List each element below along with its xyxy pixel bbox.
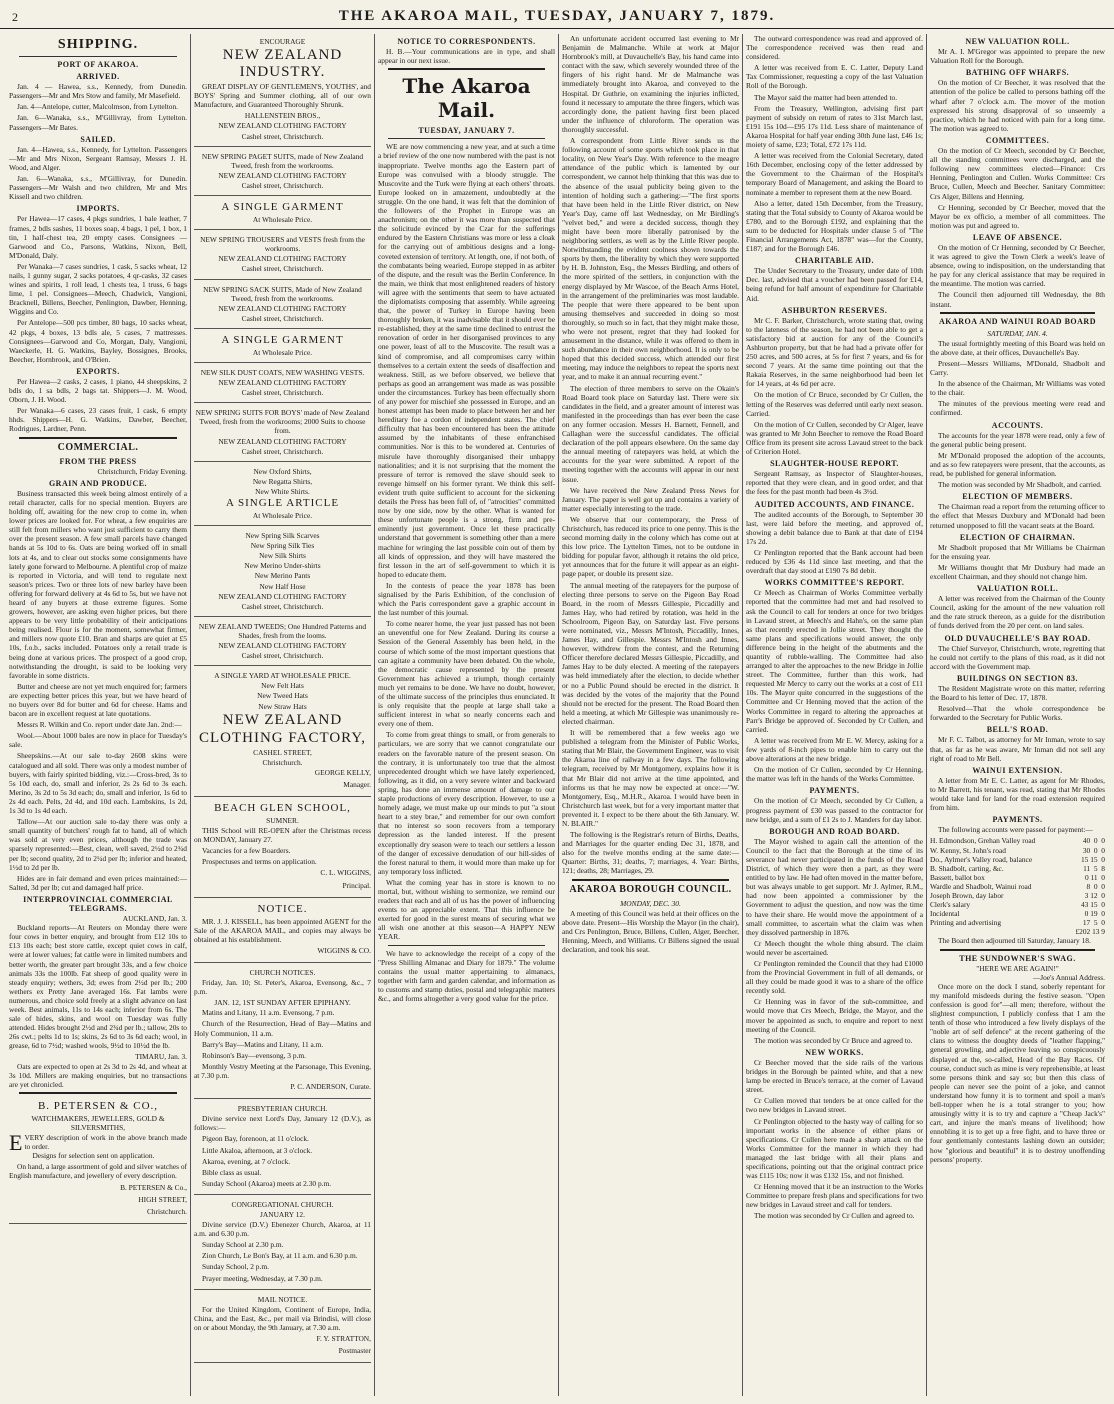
new-works-text: Cr Henning moved that it be an instruction to the Works Committee to prepare fresh plans and specifications for two new bridges in Lavaud street and call for tenders. — [746, 1182, 923, 1210]
divider — [940, 949, 1095, 951]
mail-notice — [194, 1292, 371, 1364]
payment-row — [930, 873, 1105, 882]
church-sign: P. C. ANDERSON, Curate. — [290, 1082, 371, 1092]
intercolonial-paragraph: Buckland reports—At Reuters on Monday there were four cows in better enquiry, and brought from £12 10s to £13 10s each; best store cattle, except quiet cows in calf, were at lower values; fat cattle were in limited numbers and better worth, the greater part brought 33s, and a few choice animals 33s the 100lb. Fat sheep of good quality were in steady enquiry; wethers, 3d; ewes from 2½d per lb.; 200 wethers ex Pretty Jane averaged 16s. Fat lambs were numerous, and choice sold freely at a slight advance on last week. Best animals, 11s to 14s each; inferior from 6s. The sale of hides, skins, and wool on Tuesday was fully attended. Hides brought 2½d and 2¾d per lb.; tallow, 20s to 26s cwt.; pelts 1d to 1s; skins, 2s 6d to 3s 6d each; wool, in grease, 6d to 7½d; washed wools, 9½d to 10½d the lb. — [9, 923, 187, 1051]
payment-row — [930, 918, 1105, 927]
scarves-ad — [194, 528, 371, 617]
commercial-paragraph: Sheepskins.—At our sale to-day 2608 skins were catalogued and all sold. There was only a modest number of buyers, with fairly spirited bidding, viz.:—Cross-bred, 3s to 5s 10d each, do, small and inferior, 2s 2s 6d to 3s each. Merino, 3s 2d to 5s 3d each; do, small and inferior, 1s 6d to 2s 4d each. Pelts, 2d 4d, and 10d each. Lambskins, 1s 2d, 1s 3d to 1s 4d each. — [9, 751, 187, 816]
cong-text: Zion Church, Le Bon's Bay, at 11 a.m. and 6.30 p.m. — [202, 1251, 358, 1261]
leave-text: The Council then adjourned till Wednesday, the 8th instant. — [930, 290, 1105, 309]
payments-text: On the motion of Cr Meech, seconded by Cr Cullen, a progress payment of £30 was passed to the contractor for new bridge, and a sum of £1 2s to J. Manders for day labor. — [746, 796, 923, 824]
payment-name: H. Edmondson, Grehan Valley road — [930, 836, 1036, 846]
payment-row — [930, 882, 1105, 891]
payment-amount: 30 0 0 — [1082, 845, 1105, 855]
presb-text: Akaroa, evening, at 7 o'clock. — [202, 1156, 291, 1166]
ad-address: Christchurch. — [262, 757, 303, 767]
clothing-ad — [194, 405, 371, 461]
ad-title: NEW ZEALAND — [222, 711, 343, 728]
old-bay-heading: OLD DUVAUCHELLE'S BAY ROAD. — [944, 633, 1091, 643]
church-text: Barry's Bay—Matins and Litany, 11 a.m. — [202, 1039, 324, 1049]
works-text: On the motion of Cr Cullen, seconded by Cr Henning, the matter was left in the hands of the Works Committee. — [746, 765, 923, 784]
presb-text: Sunday School (Akaroa) meets at 2.30 p.m. — [202, 1178, 332, 1188]
masthead-title: THE AKAROA MAIL, TUESDAY, JANUARY 7, 1879. — [0, 8, 1114, 29]
borough-road-text: Cr Henning was in favor of the sub-committee, and would move that Crs Meech, Bridge, the Mayor, and the mover be appointed as such, to enquire and report to next meeting of the Council. — [746, 997, 923, 1034]
clothing-ad — [194, 331, 371, 363]
ashburton-text: On the motion of Cr Bruce, seconded by Cr Cullen, the letting of the Reserves was deferred until early next season. Carried. — [746, 390, 923, 418]
adjourned-text: The Board then adjourned till Saturday, January 18. — [938, 936, 1091, 946]
imports-label: IMPORTS. — [76, 204, 120, 214]
ad-factory: NEW ZEALAND CLOTHING FACTORY — [218, 254, 347, 264]
swag-motto-source: —Joe's Annual Address. — [1032, 972, 1105, 982]
payment-name: W. Kenny, St. John's road — [930, 845, 1006, 855]
new-works-text: Cr Beecher moved that the side rails of the various bridges in the Borough be painted white, and that a new lamp be erected in Bruce's terrace, at the corner of Lavaud street. — [746, 1057, 923, 1095]
ad-headline: NEW SPRING PAGET SUITS, made of New Zealand Tweed, fresh from the workrooms. — [201, 151, 364, 170]
presbyterian-notice — [194, 1101, 371, 1195]
members-heading: ELECTION OF MEMBERS. — [962, 492, 1073, 502]
school-sign: Principal. — [342, 880, 371, 890]
school-ad — [194, 799, 371, 898]
ad-sub: At Wholesale Price. — [252, 347, 313, 357]
ad-item: New Silk Shirts — [259, 551, 306, 561]
committees-heading: COMMITTEES. — [985, 135, 1050, 145]
buildings-text: The Resident Magistrate wrote on this matter, referring the Board to his letter of Dec. 17, 1878. — [930, 684, 1105, 703]
ad-firm: HALLENSTEIN BROS., — [244, 111, 321, 121]
works-heading: WORKS COMMITTEE'S REPORT. — [764, 578, 905, 588]
sailed-entry: Jan. 4—Hawea, s.s., Kennedy, for Lyttelton. Passengers—Mr and Mrs Nixon, Sergeant Ramsay, Messrs J. H. Wood, and Alger. — [9, 144, 187, 172]
cong-date: JANUARY 12. — [260, 1209, 305, 1219]
presb-heading: PRESBYTERIAN CHURCH. — [237, 1104, 328, 1114]
swag-text: Once more on the dock I stand, soberly repentant for my manifold misdeeds during the festive season. "Open confession is good for"—all men; therefore, without the slightest compunction, I publicly confess that I am the tenth of those who introduced a few lively displays of the "noble art of self defence" at the recent gathering of the clans to witness the doughty deeds of "leather flapping," general growling, and adjective leaving so conspicuously displayed at the, so-called, Head of the Bay Races. Of course, conduct such as mine is very reprehensible, at least some persons think and say so; but then this class of people can never see the point of a joke, and cannot understand how funny it is to torment and spoil a man's bell-topper when he is a total stranger to you; how amusingly witty it is to try and capture a "Cheap Jack's" cart, and injure the man's means of livelihood; how ennobling it is to get up a free fight, and to have three or four gentlemanly contestants lashing down an outsider; how "glorious and beautiful" it is to destroy unoffending persons' property. — [930, 981, 1105, 1164]
council-date: MONDAY, DEC. 30. — [620, 898, 681, 908]
ad-address: Cashel street, Christchurch. — [241, 601, 324, 611]
cong-text: Sunday School at 2.30 p.m. — [202, 1240, 284, 1250]
wainui-text: Present—Messrs Williams, M'Donald, Shadbolt and Carry. — [930, 359, 1105, 378]
accounts-text: Mr M'Donald proposed the adoption of the accounts, and as so few ratepayers were present, that the accounts, as read, be published for general information. — [930, 450, 1105, 479]
council-paragraph: Also a letter, dated 15th December, from the Treasury, stating that the Total subsidy to County of Akaroa would be £780, and to the Borough £192, and explaining that the sum to be deducted for Hospitals under clause 5 of "The Financial Arrangements Act, 1878" was—for the County, £187; and for the Borough £46. — [746, 198, 923, 254]
almanac-paragraph: We have to acknowledge the receipt of a copy of the "Press Shilling Almanac and Diary for 1879." The volume contains the usual matter appertaining to almanacs, together with farm and garden calendar, and information as to customs and stamp duties, postal and telegraphic matters &c., and forms altogether a very good value for the price. — [378, 948, 555, 1003]
intercolonial-dateline: AUCKLAND, Jan. 3. — [122, 914, 187, 924]
notice-ad — [194, 900, 371, 963]
accounts-text: The accounts for the year 1878 were read, only a few of the general public being present. — [930, 430, 1105, 449]
nzi-advertisement — [194, 34, 371, 147]
new-works-text: Cr Penlington objected to the hasty way of calling for so important works in the absence of either plans or specifications. Cr Cullen here made a sharp attack on the Works Committee for the manner in which they had managed the last bridge with all their plans and specifications, pointing out that the original contract price was £115 10s; now it was £132 15s, and not finished. — [746, 1116, 923, 1181]
church-text: Matins and Litany, 11 a.m. Evensong, 7 p.m. — [202, 1008, 335, 1018]
ad-headline: A SINGLE YARD AT WHOLESALE PRICE. — [214, 671, 351, 681]
school-place: SUMNER. — [266, 815, 299, 825]
ad-address: Cashel street, Christchurch. — [241, 264, 324, 274]
audited-text: The audited accounts of the Borough, to September 30 last, were laid before the meeting, and approved of, showing a debit balance due to Bank at that date of £194 17s 2d. — [746, 509, 923, 546]
committees-text: On the motion of Cr Meech, seconded by Cr Beecher, all the standing committees were discharged, and the following new committees elected—Finance: Crs Henning, Penlington and Cullen. Works Committee: Crs Bruce, Cullen, Meech and Beecher. Sanitary Committee: Crs Alger, Billens and Henning. — [930, 146, 1105, 201]
ad-item: New Oxford Shirts, — [253, 466, 312, 476]
peterson-address: Christchurch. — [146, 1206, 187, 1216]
church-text: Church of the Resurrection, Head of Bay—Matins and Holy Communion, 11 a.m. — [194, 1019, 371, 1038]
arrived-entry: Jan. 4—Antelope, cutter, Malcolmson, from Lyttelton. — [17, 102, 179, 112]
payment-name: Do., Aylmer's Valley road, balance — [930, 854, 1033, 864]
works-text: A letter was received from Mr E. W. Mercy, asking for a few yards of 8-inch pipes to enable him to carry out the above alterations at the new bridge. — [746, 735, 923, 764]
payment-row — [930, 891, 1105, 900]
bathing-text: On the motion of Cr Beecher, it was resolved that the attention of the police be called to persons bathing off the wharf after 7 o'clock a.m. The mover of the motion expressed his strong disapproval of so unseemly a practice, which he had noticed with pain for a long time. The motion was agreed to. — [930, 78, 1105, 133]
cong-text: Prayer meeting, Wednesday, at 7.30 p.m. — [202, 1273, 323, 1283]
ad-address: Cashel street, Christchurch. — [241, 651, 324, 661]
ad-item: New Half Hose — [259, 581, 306, 591]
commercial-paragraph: Butter and cheese are not yet much enquired for; farmers are expecting better prices this year, but we have heard of no buyers over 8d for butter and 6d for cheese. Hams and bacon are in excellent request at late quotations. — [9, 681, 187, 719]
clothing-ad — [194, 282, 371, 329]
editorial-paragraph: To come from great things to small, or from generals to particulars, we are sorry that we cannot congratulate our readers on the favorable nature of the present season. On the contrary, it is unfortunately too true that the almost unprecedented drought which we have lately experienced, following, as it did, on a very severe winter and backward spring, has done an immense amount of damage to our staple productions of every description. However, to use a homely adage, we must make up our minds to put "a stout heart to a stey brae," and remember for our own comfort that no interest so soon recovers from a temporary depression as the landed interest. If the present exceptionally dry season were to teach our settlers a lesson of the danger of excessive denudation of our hill-sides of the forest natural to them, it would more than make up for any temporary loss inflicted. — [378, 730, 555, 876]
divider — [19, 56, 177, 57]
ad-headline: NEW SILK DUST COATS, NEW WASHING VESTS. — [200, 367, 365, 377]
peterson-text: VERY description of work in the above branch made to order. — [24, 1133, 187, 1152]
exports-entry: Per Hawea—2 casks, 2 cases, 1 piano, 44 sheepskins, 2 bdls do, 1 sa bdls, 2 bags tat. Shippers—J. M. Wood, Oborn, J. H. Wood. — [9, 377, 187, 405]
leave-text: On the motion of Cr Henning, seconded by Cr Beecher, it was agreed to give the Town Clerk a week's leave of absence, owing to indisposition, on the understanding that he pay for any clerical assistance that may be required in the meantime. The motion was carried. — [930, 242, 1105, 289]
church-heading: CHURCH NOTICES. — [249, 968, 316, 977]
ad-factory: NEW ZEALAND CLOTHING FACTORY — [218, 121, 347, 131]
payment-name: Bassett, ballot box — [930, 872, 985, 882]
news-paragraph: It will be remembered that a few weeks ago we published a telegram from the Minister of Public Works, stating that Mr Blair, the Government Engineer, was to visit the Akaroa line of railway in a few days. The following telegram, received by Mr Montgomery, explains how it is that Mr Blair did not arrive at the time appointed, and informs us that he may now be expected at once:—"W. Montgomery, Esq., M.H.R., Akaroa. I would have been in Christchurch last week, but for a very important matter that prevented it. I expect to be there about the 6th January. W. N. BLAIR." — [562, 728, 739, 828]
payments-total: £202 13 9 — [1075, 927, 1105, 937]
editorial-paragraph: WE are now commencing a new year, and at such a time a brief review of the one now numbered with the past is not inappropriate. Twelve months ago the Eastern part of Europe was convulsed with a bloody struggle. The Muscovite and the Turk were flying at each others' throats. Europe looked on in amazement, undoubtedly at the struggle. On the one hand, it was felt that the dominion of the followers of the Prophet in Europe was an anachronism; on the other it was more than suspected that the solicitude evinced by the Czar for the sufferings endured by the Eastern Christians was more or less a cloak for the carrying out of ambitious designs and a long-coveted extension of territory. At length, one, if not both, of the combatants being wearied, Europe stepped in as arbiter of the dispute, and the result was the Berlin Conference. In the main, we think that most enlightened readers of history will agree with the sentiments that seem to have actuated the diplomatists composing that assembly. While agreeing that, the power of Turkey in Europe having been thoroughly broken, it was inadvisable that it should ever be re-established, they at the same time declined to entrust the renovation of order in her disorganised provinces to any one power, least of all to the Muscovite. The result was a kind of compromise, and all compromises carry within themselves to a certain extent the seeds of disaffection and weakness. Still, as we before observed, we believe that perhaps as good an arrangement was made as was possible under the circumstances. Turkey has been effectually shorn of any power for mischief she possessed in Europe, and an honest attempt has been made to place between her and her hereditary foe a cordon of independent states. The chief difficulty that has been encountered has been the attitude assumed by the inhabitants of these enfranchised communities. Nor is this to be wondered at. Centuries of misrule have thoroughly disorganised their unhappy nationalities; and it is not surprising that the moment the pressure of terror is removed the slave should seek to revenge himself on his former tyrant. We think this self-evident truth quite sufficient to account for the sickening details the Press has been full of, of "atrocities" committed now by one side, now by the other. What is wanted for these unfortunate people is a strong, firm and pre-eminently just government. Once let these practically understand that government is something other than a mere machine for wringing the last possible coin out of them by all kinds of oppression, and they will have mastered the first lesson in the art of self-government to which it is hoped to educate them. — [378, 142, 555, 579]
valuation-roll-heading: VALUATION ROLL. — [976, 584, 1059, 594]
imports-entry: Per Wanaka—7 cases sundries, 1 cask, 5 sacks wheat, 12 nails, 1 gunny sugar, 2 sacks potatoes, 4 qr-casks, 32 cases wines and spirits, 1 roll lead, 1 chests tea, 1 truss, 6 bags lime, 1 pel. Consignees—Meech, Chadwick, Vangioni, Bracknell, Billens, Beecher, Penlington, Dawber, Henning, Wiggins and Co. — [9, 261, 187, 317]
cong-text: Sunday School, 2 p.m. — [202, 1262, 269, 1272]
mail-heading: MAIL NOTICE. — [257, 1294, 308, 1304]
payment-row — [930, 909, 1105, 918]
newspaper-columns — [6, 34, 1108, 1396]
ad-headline: A SINGLE GARMENT — [221, 201, 344, 214]
mail-text: For the United Kingdom, Continent of Europe, India, China, and the East, &c., per mail via Brindisi, will close on or about Monday, the 9th January, at 7.30 a.m. — [194, 1304, 371, 1332]
ad-address: Cashel street, Christchurch. — [241, 313, 324, 323]
news-paragraph: A correspondent from Little River sends us the following account of some sports which took place in that locality, on New Year's Day. With reference to the meagre attendance of the public which is lamented by our correspondent, we cannot help thinking that this was due to the absence of the usual publicity being given to the intention of holding such a gathering:—"The first sports that have been held in the Little River district, on New Year's Day, came off last Wednesday, on Mr Birdling's "velvet bed," and were a decided success, though they might have been more liberally patronised by the neighboring settlers, as well as by the Little River people. Notwithstanding the evident coolness shown towards the sports by them, the liberality by which they were supported by H. B. Johnston, Esq., the Messrs Birdling, and others of the more spirited of the settlers, in conjunction with the energy displayed by Mr Wascoe, of the Beach Arms Hotel, in the arrangement of the preliminaries was most laudable. The people that were there appeared to be bent upon amusing themselves and succeeded in doing so most thoroughly, so much so in fact, that they might make those, who were not present, regret that they had looked for amusement in the distance, while it was offered to them in such abundance in their own neighborhood. It is only to be hoped that this decided success, which attended our first meeting, may induce the neighbors to repeat the sports next year, and to make it an annual recurring event." — [562, 136, 739, 382]
tweeds-ad — [194, 619, 371, 666]
ad-factory: NEW ZEALAND CLOTHING FACTORY — [218, 436, 347, 446]
divider — [388, 945, 545, 946]
charitable-heading: CHARITABLE AID. — [795, 256, 874, 266]
slaughter-heading: SLAUGHTER-HOUSE REPORT. — [770, 459, 899, 469]
school-text: THIS School will RE-OPEN after the Christmas recess on MONDAY, January 27. — [194, 826, 371, 845]
commercial-paragraph: Tallow—At our auction sale to-day there was only a small quantity of butchers' rough fat to hand, all of which was sold at very even prices, although the trade was sparsely represented:—Best, clean, well saved, 2½d to 2¾d per lb; second quality, 2d to 2¼d per lb; inferior and heated, 1½d to 2d per lb. — [9, 817, 187, 872]
clothing-ad — [194, 198, 371, 230]
peterson-address: HIGH STREET, — [138, 1194, 187, 1204]
divider — [572, 879, 729, 881]
divider — [388, 68, 545, 70]
paper-title: The Akaroa Mail. — [402, 74, 531, 123]
payment-name: Incidental — [930, 909, 960, 919]
church-text: Friday, Jan. 10; St. Peter's, Akaroa, Evensong, &c., 7 p.m. — [194, 978, 371, 997]
valuation-heading: NEW VALUATION ROLL. — [965, 37, 1070, 46]
clothing-ad — [194, 365, 371, 403]
payment-amount: 40 0 0 — [1082, 836, 1105, 846]
wainui-heading: AKAROA AND WAINUI ROAD BOARD — [939, 316, 1096, 326]
council-text: A meeting of this Council was held at their offices on the above date. Present—His Worship the Mayor (in the chair), and Crs Penlington, Bruce, Billens, Cullen, Alger, Beecher, Henning, Meech, and Williams. Cr Billens signed the usual declaration, and took his seat. — [562, 908, 739, 954]
ad-label: ENCOURAGE — [259, 37, 306, 46]
arrived-entry: Jan. 6—Wanaka, s.s., M'Gillivray, from Lyttelton. Passengers—Mr Bates. — [9, 113, 187, 132]
slaughter-text: Sergeant Ramsay, as Inspector of Slaughter-houses, reported that they were clean, and in good order, and that the fees for the past month had been 4s 3½d. — [746, 469, 923, 497]
divider — [388, 138, 545, 139]
divider — [19, 437, 177, 439]
ad-headline: NEW ZEALAND TWEEDS; One Hundred Patterns and Shades, fresh from the looms. — [198, 621, 367, 640]
payments-heading: PAYMENTS. — [992, 815, 1043, 825]
presb-text: Little Akaloa, afternoon, at 3 o'clock. — [202, 1145, 313, 1155]
editorial-paragraph: What the coming year has in store is known to no mortal, but, without wishing to sermonize, we remind our readers that each and all of us has the power of influencing events to an appreciable extent. That this influence be exerted for good in the surest means of securing what we all wish one another at this season—A HAPPY NEW YEAR. — [378, 877, 555, 942]
new-works-text: The motion was seconded by Cr Cullen and agreed to. — [754, 1211, 915, 1221]
council-paragraph: A letter was received from the Colonial Secretary, dated 16th December, enclosing copy of the letter addressed by the Government to the Chairman of the Hospital's temporary Board of Management, and asking the Board to nominate a member to represent them at the new Board. — [746, 151, 923, 197]
borough-road-text: The motion was seconded by Cr Bruce and agreed to. — [754, 1035, 913, 1045]
ad-item: New Felt Hats — [261, 681, 304, 691]
payment-row — [930, 900, 1105, 909]
notice-heading: NOTICE. — [257, 902, 308, 915]
buildings-text: Resolved—That the whole correspondence be forwarded to the Secretary for Public Works. — [930, 704, 1105, 723]
peterson-text: Designs for selection sent on application. — [32, 1151, 155, 1161]
borough-road-text: Cr Penlington reminded the Council that they had £1000 from the Provincial Government in full of all demands, or all they could be made good it was to a share of the office recently sold. — [746, 959, 923, 996]
payment-amount: 0 11 0 — [1084, 872, 1105, 882]
leave-heading: LEAVE OF ABSENCE. — [972, 232, 1063, 242]
accounts-heading: ACCOUNTS. — [991, 420, 1044, 430]
payment-name: Wardle and Shadbolt, Wainui road — [930, 881, 1032, 891]
payment-name: Printing and advertising — [930, 918, 1002, 928]
valuation-text: Mr A. I. M'Gregor was appointed to prepare the new Valuation Roll for the Borough. — [930, 47, 1105, 66]
exports-entry: Per Wanaka—6 cases, 23 cases fruit, 1 cask, 6 empty hhds. Shippers—H. G. Watkins, Dawber, Beecher, Rodrigues, Lardner, Penn. — [9, 406, 187, 434]
ashburton-heading: ASHBURTON RESERVES. — [781, 305, 888, 315]
borough-road-text: Cr Meech thought the whole thing absurd. The claim would never be ascertained. — [746, 938, 923, 957]
sailed-label: SAILED. — [80, 134, 116, 144]
payment-name: B. Shadbolt, carting, &c. — [930, 863, 1004, 873]
payment-name: Joseph Brown, day labor — [930, 890, 1004, 900]
school-text: Prospectuses and terms on application. — [202, 857, 317, 867]
presb-text: Pigeon Bay, forenoon, at 11 o'clock. — [202, 1134, 309, 1144]
column-4 — [558, 34, 742, 1396]
school-sign: C. L. WIGGINS, — [320, 868, 371, 878]
church-text: JAN. 12, 1ST SUNDAY AFTER EPIPHANY. — [214, 998, 351, 1008]
ad-item: New Spring Silk Scarves — [245, 531, 320, 541]
sailed-entry: Jan. 6—Wanaka, s.s., M'Gillivray, for Dunedin. Passengers—Mr Walsh and two children, Mr and Mrs Kissell and two children. — [9, 174, 187, 202]
council-paragraph: The Mayor said the matter had been attended to. — [754, 92, 898, 102]
mail-sign: Postmaster — [338, 1346, 371, 1356]
commercial-heading: COMMERCIAL. — [57, 441, 139, 453]
ad-item: New Merino Under-shirts — [244, 561, 321, 571]
committees-text: Cr Henning, seconded by Cr Beecher, moved that the Mayor be ex officio, a member of all committees. The motion was put and agreed to. — [930, 202, 1105, 230]
ad-factory: NEW ZEALAND CLOTHING FACTORY — [218, 378, 347, 388]
ad-address: CASHEL STREET, — [253, 747, 312, 757]
cong-text: Divine service (D.V.) Ebenezer Church, Akaroa, at 11 a.m. and 6.30 p.m. — [194, 1220, 371, 1239]
payment-amount: 15 15 0 — [1080, 854, 1105, 864]
news-paragraph: The annual meeting of the ratepayers for the purpose of electing three persons to serve on the Pigeon Bay Road Board, in the room of Messrs Gillespie, Piccadilly and James Hay, who had retired by rotation, was held in the Schoolroom, Pigeon Bay, on Saturday last. Five persons were nominated, viz., Messrs M'Intosh, Piccadilly, Innes, James Hay, and Gillespie. Messrs M'Intosh and Innes, however, withdrew from the contest, and the Returning Officer therefore declared Messrs Gillespie, Piccadilly, and James Hay to be duly elected. A meeting of the ratepayers was held immediately after the election, to decide whether or no a Public Pound should be erected in the district. It was decided by the votes of the majority that the Pound should not be erected for the present. The Road Board then held a meeting, at which Mr Gillespie was unanimously re-elected chairman. — [562, 580, 739, 726]
column-6 — [926, 34, 1108, 1396]
ashburton-text: Mr C. F. Barker, Christchurch, wrote stating that, owing to the lateness of the season, he had not been able to get a satisfactory bid at auction for any of the Council's Ashburton property, but that he had had a private offer for 250 acres, and 500 acres, at 5s for first 7 years, and 6s for second 7 years. At the same time pointing out that the Rakaia Reserves, in the same neighborhood had been let for 14 years, at 4s 6d per acre. — [746, 315, 923, 389]
commercial-paragraph: Hides are in fair demand and even prices maintained:—Salted, 3d per lb; cut and damaged half price. — [9, 873, 187, 892]
news-paragraph: We have received the New Zealand Press News for January. The paper is well got up and contains a variety of matter especially interesting to the trade. — [562, 485, 739, 513]
commercial-paragraph: Messrs R. Wilkin and Co. report under date Jan. 2nd:— — [17, 720, 182, 730]
ad-item: New Spring Silk Ties — [250, 541, 315, 551]
ad-item: New Tweed Hats — [257, 691, 308, 701]
ad-title: CLOTHING FACTORY, — [198, 729, 367, 746]
wainui-text: In the absence of the Chairman, Mr Williams was voted to the chair. — [930, 379, 1105, 398]
chairman-text: Mr Shadbolt proposed that Mr Williams be Chairman for the ensuing year. — [930, 542, 1105, 561]
bathing-heading: BATHING OFF WHARFS. — [965, 68, 1070, 78]
commercial-source: FROM THE PRESS — [59, 456, 137, 466]
notice-sign: WIGGINS & CO. — [317, 945, 371, 955]
payments-intro: The following accounts were passed for payment:— — [938, 825, 1093, 835]
clothing-ad — [194, 232, 371, 279]
ad-headline: NEW SPRING TROUSERS and VESTS fresh from the workrooms. — [200, 235, 365, 254]
peterson-advertisement — [9, 1097, 187, 1224]
notice-text: MR. J. J. KISSELL, has been appointed AGENT for the Sale of the AKAROA MAIL, and copies may always be obtained at his establishment. — [194, 916, 371, 944]
church-text: Monthly Vestry Meeting at the Parsonage, This Evening, at 7.30 p.m. — [194, 1061, 371, 1080]
shipping-heading: SHIPPING. — [57, 37, 139, 52]
ad-factory: NEW ZEALAND CLOTHING FACTORY — [218, 303, 347, 313]
ad-item: New Regatta Shirts, — [252, 476, 313, 486]
ad-factory: NEW ZEALAND CLOTHING FACTORY — [218, 170, 347, 180]
peterson-trade: WATCHMAKERS, JEWELLERS, GOLD & SILVERSMITHS, — [31, 1113, 165, 1132]
ad-text: GREAT DISPLAY OF GENTLEMEN'S, YOUTHS', and BOYS' Spring and Summer clothing, all of our own Manufacture, and Guaranteed Thoroughly Shrunk. — [194, 82, 371, 110]
church-text: Robinson's Bay—evensong, 3 p.m. — [202, 1050, 306, 1060]
arrived-entry: Jan. 4 — Hawea, s.s., Kennedy, from Dunedin. Passengers—Mr and Mrs Stow and family, Mr Masefield. — [9, 82, 187, 101]
wainui-date: SATURDAY, JAN. 4. — [987, 328, 1048, 338]
dropcap: E — [9, 1130, 23, 1156]
correspondents-heading: NOTICE TO CORRESPONDENTS. — [397, 37, 536, 46]
chairman-text: Mr Williams thought that Mr Duxbury had made an excellent Chairman, and they should not change him. — [930, 562, 1105, 581]
works-text: Cr Meech as Chairman of Works Committee verbally reported that the committee had met and had resolved to ask the Council to call for tenders at once for two bridges in Lavaud street, at Meech's and Hahn's, on the same plan as that recently erected in Jollie street. They thought the same plans and specifications would answer, the only difference being in the height of the abutments and the quantity of rubble-walling. The Committee had also arranged to alter the approaches to the new Bridge in Jollie street. The Committee, further than this work, had requested Mr Mercy to carry out the works at a cost of £11 10s. The Mayor quite concurred in the suggestions of the Committee and Cr Henning moved that the action of the Works Committee in regard to altering the approaches at Parr's Bridge be approved of. Seconded by Cr Cullen, and carried. — [746, 588, 923, 734]
payment-amount: 0 19 0 — [1084, 909, 1105, 919]
extension-heading: WAINUI EXTENSION. — [972, 765, 1063, 775]
ad-headline: NEW SPRING SACK SUITS, Made of New Zealand Tweed, fresh from the workrooms. — [203, 284, 362, 303]
ad-headline: A SINGLE GARMENT — [221, 333, 344, 346]
ad-title: NEW ZEALAND INDUSTRY. — [222, 47, 343, 81]
divider — [19, 1092, 177, 1094]
wainui-text: The usual fortnightly meeting of this Board was held on the above date, at their offices, Duvauchelle's Bay. — [930, 338, 1105, 357]
members-text: The Chairman read a report from the returning officer to the effect that Messrs Duxbury and M'Donald had been returned unopposed to fill the vacant seats at the Board. — [930, 502, 1105, 530]
school-text: Vacancies for a few Boarders. — [202, 846, 291, 856]
bells-text: Mr F. C. Talbot, as attorney for Mr Inman, wrote to say that, as far as he was aware, Mr Inman did not sell any right of road to Mr Bell. — [930, 735, 1105, 763]
ad-item: New White Shirts. — [255, 486, 310, 496]
ashburton-text: On the motion of Cr Cullen, seconded by Cr Alger, leave was granted to Mr John Beecher to remove the Road Board Office from its present site across Lavaud street to the back of Criterion Hotel. — [746, 419, 923, 457]
ad-sub: At Wholesale Price. — [252, 511, 313, 520]
commercial-paragraph: Wool.—About 1000 bales are now in place for Tuesday's sale. — [9, 731, 187, 750]
council-heading: AKAROA BOROUGH COUNCIL. — [569, 883, 732, 895]
payment-amount: 8 0 0 — [1086, 881, 1105, 891]
ad-address: Cashel street, Christchurch. — [241, 446, 324, 456]
clothing-ad — [194, 149, 371, 196]
divider — [940, 312, 1095, 314]
editorial-paragraph: To come nearer home, the year just passed has not been an uneventful one for New Zealand. During its course a Session of the General Assembly has been held, in the course of which some of the most important questions that can agitate a community have been debated. On the whole, the democratic cause represented by the present Government has achieved a triumph, though certainly much yet remains to be done. We have no doubt, however, of the ultimate success of the principles thus enunciated. It is only requisite that the people at large shall take a sufficient interest in what so nearly concerns each and every one of them. — [378, 619, 555, 729]
payment-row — [930, 855, 1105, 864]
payment-name: Clerk's salary — [930, 900, 971, 910]
payment-amount: 11 5 8 — [1083, 863, 1105, 873]
old-bay-text: The Chief Surveyor, Christchurch, wrote, regretting that he could not certify to the plans of this road, as it did not accord with the Government map. — [930, 643, 1105, 671]
buildings-heading: BUILDINGS ON SECTION 83. — [957, 673, 1078, 683]
payment-row — [930, 846, 1105, 855]
intercolonial-heading: INTERPROVINCIAL COMMERCIAL TELEGRAMS. — [23, 894, 173, 913]
imports-entry: Per Hawea—17 cases, 4 pkgs sundries, 1 bale leather, 7 frames, 2 bdls sashes, 11 boxes soap, 4 bags, 1 pel, 1 box, 1 tin, 1 half-chest tea, 20 empty cases. Consignees — Garwood and Co., Parsons, Watkins, Nixon, Bell, M'Donald, Daly. — [9, 214, 187, 260]
council-paragraph: A letter was received from E. C. Latter, Deputy Land Tax Commissioner, requesting a copy of the last Valuation Roll of the Borough. — [746, 63, 923, 91]
new-works-heading: NEW WORKS. — [805, 1047, 864, 1057]
new-works-text: Cr Cullen moved that tenders be at once called for the two new bridges in Lavaud street. — [746, 1096, 923, 1115]
presb-text: Bible class as usual. — [202, 1167, 262, 1177]
peterson-name: B. PETERSEN & CO., — [37, 1099, 159, 1112]
news-paragraph: The following is the Registrar's return of Births, Deaths, and Marriages for the quarter ending Dec 31, 1878, and also for the twelve months ending at the same date:—Quarter: Births, 31; deaths, 7; marriages, 4. Year: Births, 121; deaths, 28; Marriages, 29. — [562, 830, 739, 876]
ad-headline: A SINGLE ARTICLE — [225, 497, 340, 509]
accounts-text: The motion was seconded by Mr Shadbolt, and carried. — [938, 480, 1102, 490]
peterson-sign: B. PETERSEN & Co., — [120, 1182, 187, 1192]
ad-factory: NEW ZEALAND CLOTHING FACTORY — [218, 641, 347, 651]
payment-amount: 3 12 0 — [1084, 890, 1105, 900]
column-5 — [742, 34, 926, 1396]
swag-heading: THE SUNDOWNER'S SWAG. — [959, 953, 1076, 963]
payment-amount: 43 15 0 — [1080, 900, 1105, 910]
chairman-heading: ELECTION OF CHAIRMAN. — [959, 532, 1076, 542]
bells-heading: BELL'S ROAD. — [986, 725, 1049, 735]
ad-address: Cashel street, Christchurch. — [241, 180, 324, 190]
payment-amount: 17 5 0 — [1082, 918, 1105, 928]
extension-text: A letter from Mr E. C. Latter, as agent for Mr Rhodes, to Mr Barrett, his tenant, was read, stating that Mr Rhodes would take land for land for the road extension required from him. — [930, 775, 1105, 813]
congregational-notice — [194, 1197, 371, 1290]
ad-address: Cashel street, Christchurch. — [241, 388, 324, 398]
correspondents-text: H. B.—Your communications are in type, and shall appear in our next issue. — [378, 47, 555, 66]
council-paragraph: The outward correspondence was read and approved of. The correspondence received was then read and considered. — [746, 34, 923, 62]
editorial-paragraph: In the contests of peace the year 1878 has been signalised by the Paris Exhibition, of the conclusion of which the Paris correspondent gave a graphic account in the last number of this journal. — [378, 580, 555, 618]
grain-heading: GRAIN AND PRODUCE. — [48, 478, 148, 488]
ad-sign: GEORGE KELLY, — [314, 767, 371, 777]
ad-item: New Merino Pants — [254, 571, 311, 581]
ad-address: Cashel street, Christchurch. — [241, 131, 324, 141]
ad-sign: Manager. — [343, 779, 371, 789]
church-notices — [194, 965, 371, 1099]
news-paragraph: An unfortunate accident occurred last evening to Mr Benjamin de Malmanche. While at work at Major Hornbrook's mill, at Duvauchelle's Bay, his hand came into contact with the saw, which severely wounded three of the fingers of his right hand. Mr de Malmanche was immediately brought into Akaroa, and conveyed to the Hospital. Dr Guthrie, on examining the injuries inflicted, found it necessary to amputate the three fingers, which was accordingly done, the patient having first been placed under the influence of chloroform. The operation was thoroughly successful. — [562, 34, 739, 134]
column-3 — [374, 34, 558, 1396]
valuation-roll-text: A letter was received from the Chairman of the County Council, asking for the amount of the new valuation roll and the rate struck thereon, as a guide for the distribution of funds derived from the 20 per cent. on land sales. — [930, 594, 1105, 631]
borough-road-text: The Mayor wished to again call the attention of the Council to the fact that the Borough at the time of its severance had never participated in the funds of the Road District, of which they were then a part, as they were entitled to by law. He had often moved in the matter before, but was always unable to get support. Mr J. Aylmer, R.M., had now been appointed a commissioner by the Government to adjust the question, and now was the time to have their share. He would move the appointment of a small committee, to ascertain what the claim was when they dissolved partnership in 1876. — [746, 836, 923, 937]
audited-text: Cr Penlington reported that the Bank account had been reduced by £36 4s 11d since last meeting, and that the overdraft that day stood at £190 7s 8d debit. — [746, 547, 923, 576]
column-2 — [190, 34, 374, 1396]
mail-sign: F. Y. STRATTON, — [316, 1334, 371, 1343]
swag-motto: "HERE WE ARE AGAIN!" — [976, 963, 1059, 973]
news-paragraph: The election of three members to serve on the Okain's Road Board took place on Saturday last. There were six candidates in the field, and a greater amount of interest was manifested in the proceedings than has ever been the case on any former occasion. Messrs H. Barnett, Fennell, and Callaghan were the successful candidates. The official declaration of the poll appears elsewhere. On the same day the annual meeting of ratepayers was held, at which the accounts for the year were submitted. A report of the meeting together with the accounts will appear in our next issue. — [562, 383, 739, 484]
ad-factory: NEW ZEALAND CLOTHING FACTORY — [218, 591, 347, 601]
presb-text: Divine service next Lord's Day, January 12 (D.V.), as follows:— — [194, 1114, 371, 1133]
borough-road-heading: BOROUGH AND ROAD BOARD. — [769, 826, 900, 836]
arrived-label: ARRIVED. — [76, 72, 120, 82]
page-number: 2 — [12, 10, 18, 24]
imports-entry: Per Antelope—500 pcs timber, 80 bags, 10 sacks wheat, 42 pkgs, 4 boxes, 13 bdls ale, 5 cases, 7 mattresses. Consignees—Garwood and Co, Morgan, Daly, Vangioni, Waeckerle, H. G. Watkins, Bayley, Bossignes, Brooks, Beecher, Hornbrook, and O'Brien. — [9, 318, 187, 364]
cong-heading: CONGREGATIONAL CHURCH. — [231, 1199, 334, 1209]
payments-heading: PAYMENTS. — [809, 786, 860, 796]
shirts-ad — [194, 464, 371, 526]
ad-headline: NEW SPRING SUITS FOR BOYS' made of New Zealand Tweed, fresh from the workrooms; 2000 Suits to choose from. — [195, 408, 370, 436]
port-heading: PORT OF AKAROA. — [57, 60, 139, 69]
wainui-text: The minutes of the previous meeting were read and confirmed. — [930, 399, 1105, 418]
intercolonial-dateline: TIMARU, Jan. 3. — [135, 1052, 187, 1062]
hats-ad — [194, 668, 371, 797]
payment-row — [930, 864, 1105, 873]
exports-label: EXPORTS. — [76, 366, 120, 376]
ad-sub: At Wholesale Price. — [252, 215, 313, 225]
peterson-text: On hand, a large assortment of gold and silver watches of English manufacture, and jewellery of every description. — [9, 1162, 188, 1181]
editorial-dateline: TUESDAY, JANUARY 7. — [418, 126, 515, 136]
intercolonial-paragraph: Oats are expected to open at 2s 3d to 2s 4d, and wheat at 3s 10d. Millers are making enquiries, but no transactions are yet chronicled. — [9, 1061, 187, 1089]
commercial-dateline: Christchurch, Friday Evening. — [97, 466, 187, 476]
commercial-paragraph: Business transacted this week being almost entirely of a retail character, calls for no special mention. Buyers are holding off, awaiting for the new crop to come in, when lower prices are looked for. For wheat, a few enquiries are still felt from millers who want just sufficient to carry them over the present season. A few small parcels have changed hands at 5s 10d to 6s. Oats are being worked off in small lots at 4s, and to clear out stocks some consignments have lately gone forward to Melbourne. A plentiful crop of maize is reported in Victoria, and will tend to regulate next season's prices. Two or three lots of new barley have been offering for forward delivery at 4s 6d to 5s, but we have not heard of any buyers at those extreme figures. Some growers, however, are asking even higher prices, but there appears to be very little probability of their anticipations being realised. Flour is for the moment, somewhat firmer, and millers now quote £10. Bran and sharps are quiet at £5 10s, f.o.b., sacks included. Potatoes only a retail trade is being done at various prices. The prospect of a good crop, notwithstanding the drought, is said to be looking very favorable in some districts. — [9, 488, 187, 680]
ad-item: New Straw Hats — [258, 701, 307, 711]
payment-row — [930, 836, 1105, 845]
audited-heading: AUDITED ACCOUNTS, AND FINANCE. — [754, 499, 915, 509]
column-1 — [6, 34, 190, 1396]
news-paragraph: We observe that our contemporary, the Press of Christchurch, has reduced its price to one penny. This is the second morning daily in the colony which has come out at this low price. The Lyttelton Times, not to be outdone in bidding for popular favor, although it retains the old price, yet announces that for the future it will appear as an eight-page paper, or double its present size. — [562, 514, 739, 579]
charitable-text: The Under Secretary to the Treasury, under date of 10th Dec. last, advised that a voucher had been passed for £14, being refund for half amount of expenditure for Charitable Aid. — [746, 266, 923, 303]
council-paragraph: From the Treasury, Wellington, advising first part payment of subsidy on return of rates to 31st March last, £191 15s 10d—£95 17s 11d. Less share of maintenance of Akaroa Hospital for half year ending 30th June last, £46 1s; moiety of same, £23; Total, £72 17s 11d. — [746, 103, 923, 150]
school-title: BEACH GLEN SCHOOL, — [214, 801, 351, 814]
